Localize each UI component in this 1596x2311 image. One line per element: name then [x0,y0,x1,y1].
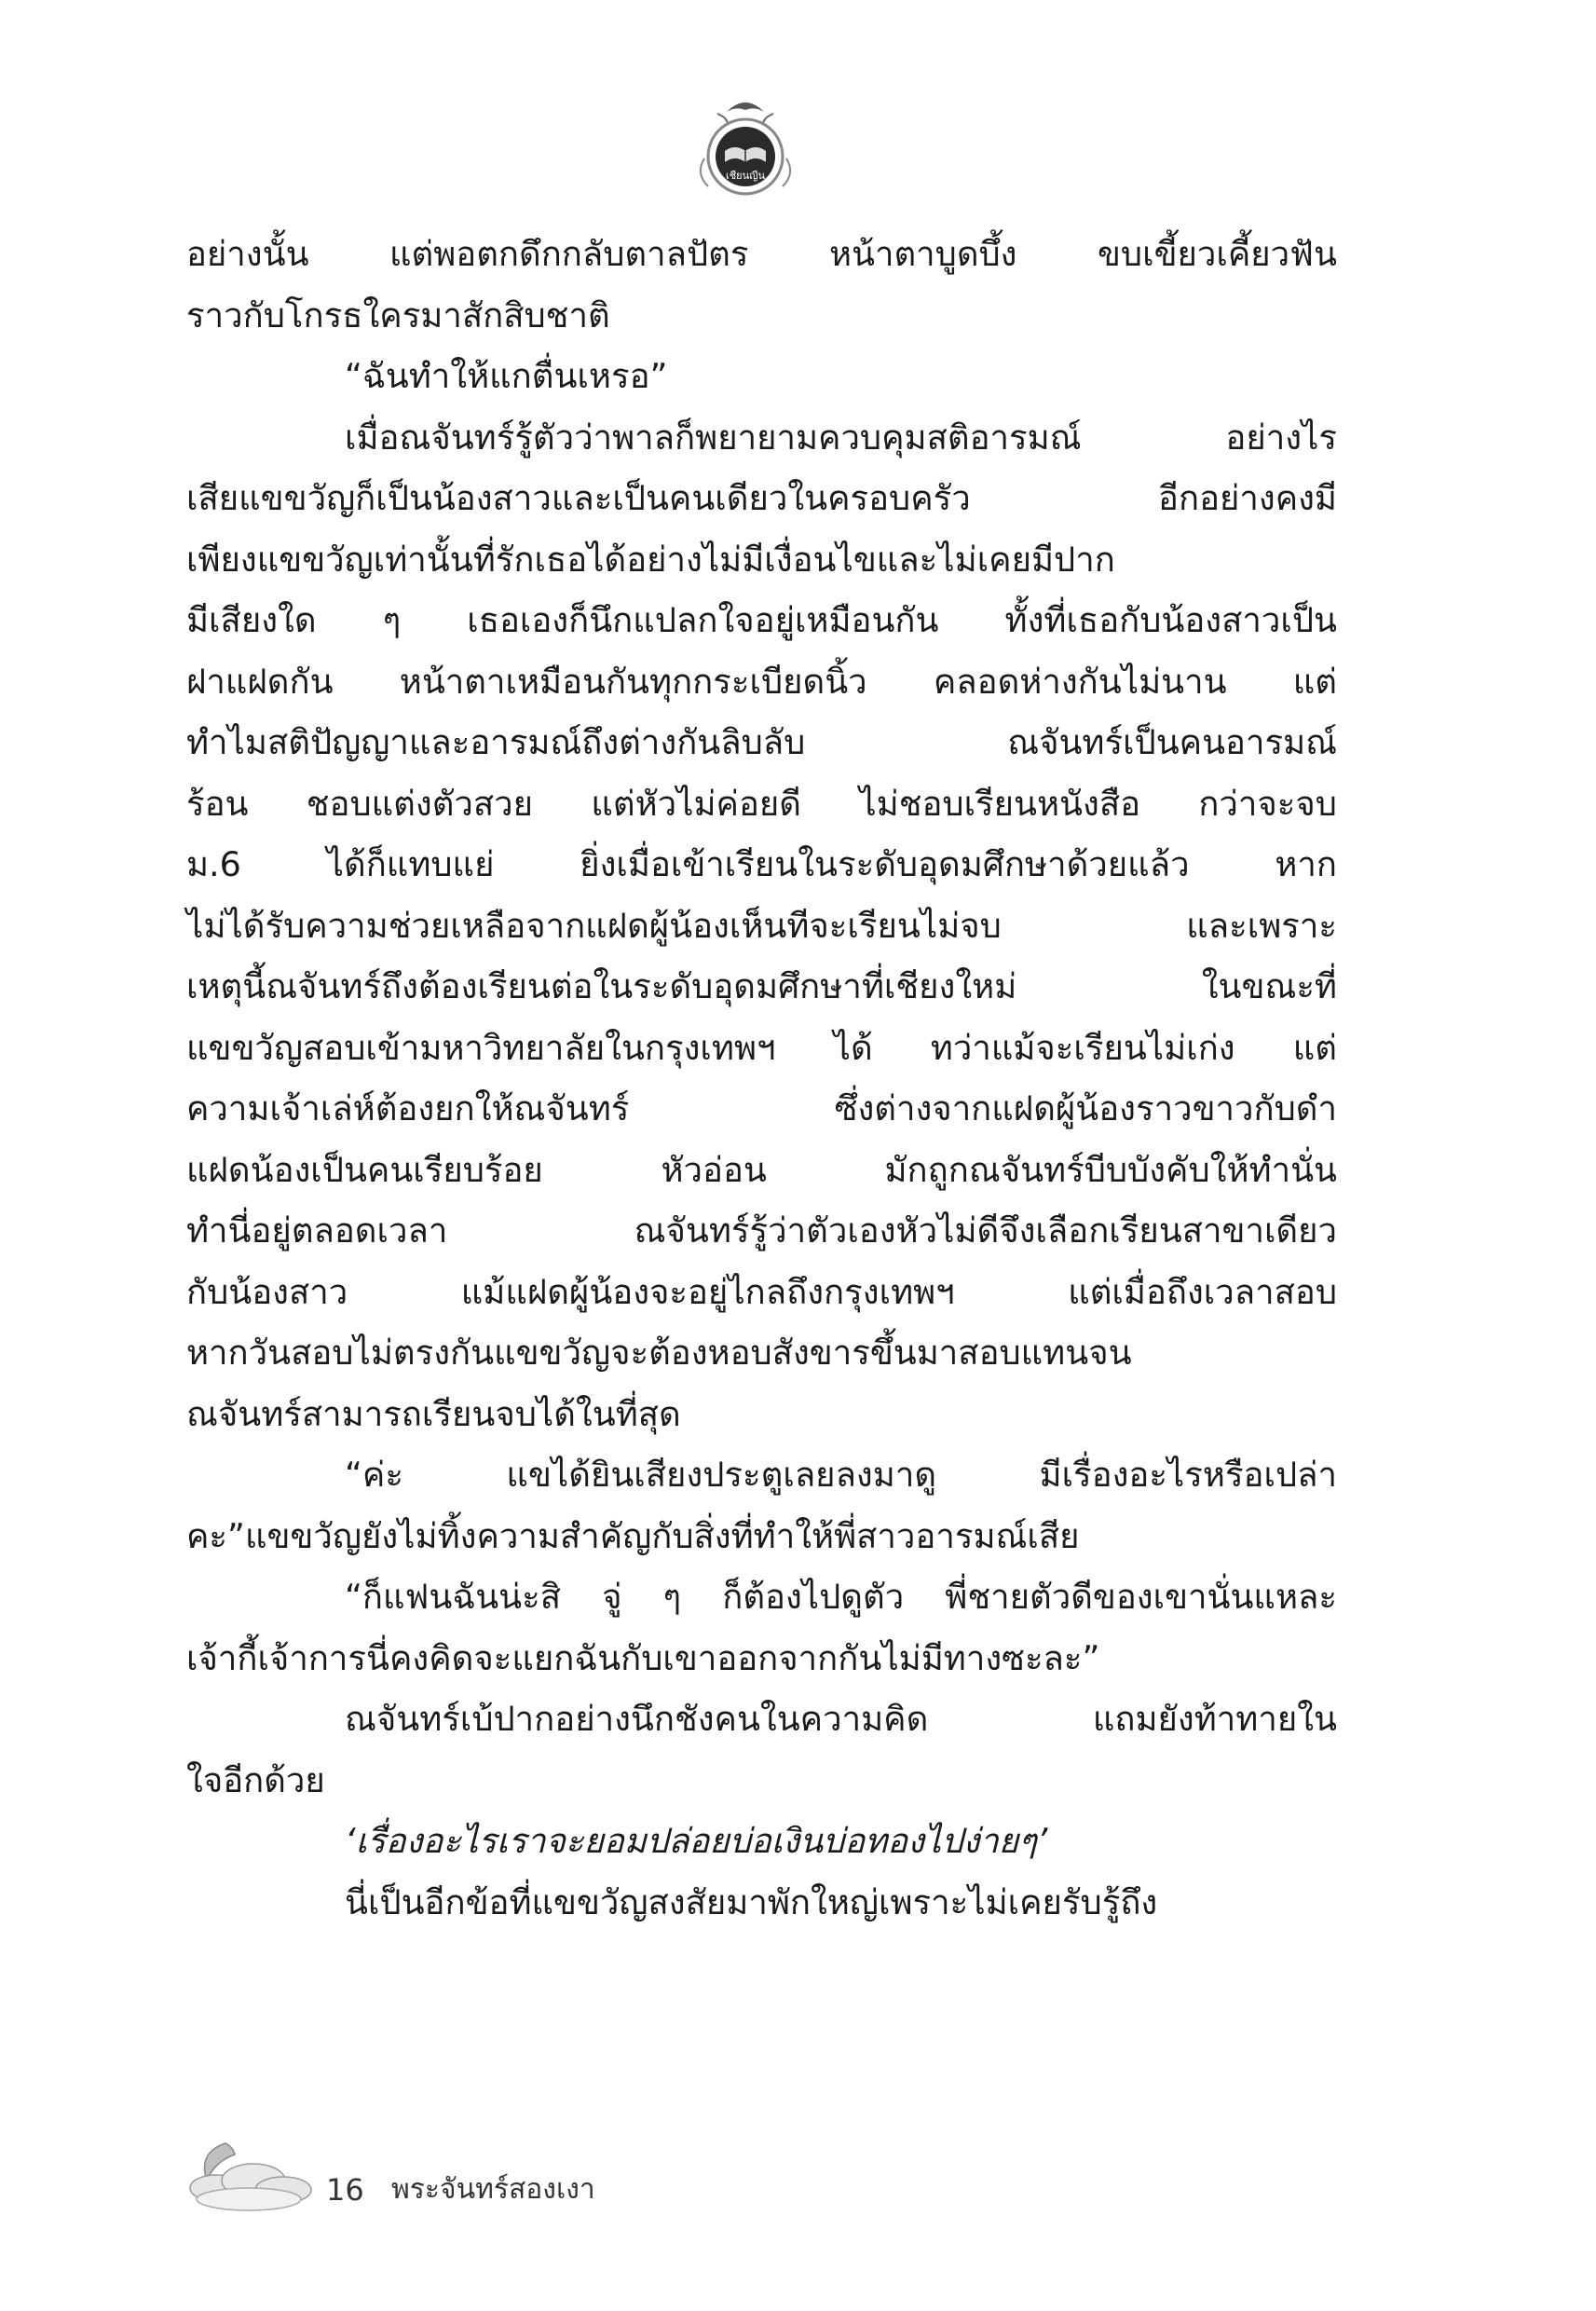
text-line: คะ” แขขวัญยังไม่ทิ้งความสำคัญกับสิ่งที่ทำให้พี่สาวอารมณ์เสีย [186,1515,1080,1556]
text-line: ราวกับโกรธใครมาสักสิบชาติ [186,294,610,335]
text-line: ทำไมสติปัญญาและอารมณ์ถึงต่างกันลิบลับ ณจันทร์เป็นคนอารมณ์ [186,722,1337,762]
body-text [186,224,1337,1933]
text-line: “ค่ะ แขได้ยินเสียงประตูเลยลงมาดู มีเรื่องอะไรหรือเปล่า [345,1455,1337,1495]
text-line: “ฉันทำให้แกตื่นเหรอ” [345,356,668,396]
text-line: ‘เรื่องอะไรเราจะยอมปล่อยบ่อเงินบ่อทองไปง่าย ๆ’ [345,1821,1048,1861]
text-line: มีเสียงใด ๆ เธอเองก็นึกแปลกใจอยู่เหมือนกัน ทั้งที่เธอกับน้องสาวเป็น [186,600,1337,640]
text-line: ร้อน ชอบแต่งตัวสวย แต่หัวไม่ค่อยดี ไม่ชอบเรียนหนังสือ กว่าจะจบ [186,783,1337,824]
page-number: 16 [326,2172,364,2208]
text-line: ฝาแฝดกัน หน้าตาเหมือนกันทุกกระเบียดนิ้ว คลอดห่างกันไม่นาน แต่ [186,661,1337,702]
text-line: เสียแขขวัญก็เป็นน้องสาวและเป็นคนเดียวในครอบครัว อีกอย่างคงมี [186,478,1337,518]
moon-cloud-icon [179,2134,319,2218]
text-line: ความเจ้าเล่ห์ต้องยกให้ณจันทร์ ซึ่งต่างจากแฝดผู้น้องราวขาวกับดำ [186,1088,1337,1128]
text-line: เมื่อณจันทร์รู้ตัวว่าพาลก็พยายามควบคุมสติอารมณ์ อย่างไร [345,417,1337,458]
text-line: ณจันทร์สามารถเรียนจบได้ในที่สุด [186,1393,681,1434]
text-line: แฝดน้องเป็นคนเรียบร้อย หัวอ่อน มักถูกณจันทร์บีบบังคับให้ทำนั่น [186,1149,1337,1190]
text-line: แขขวัญสอบเข้ามหาวิทยาลัยในกรุงเทพฯ ได้ ทว่าแม้จะเรียนไม่เก่ง แต่ [186,1027,1337,1068]
text-line: หากวันสอบไม่ตรงกันแขขวัญจะต้องหอบสังขารขึ้นมาสอบแทนจน [186,1333,1132,1373]
publisher-crest-icon [689,93,801,205]
text-line: กับน้องสาว แม้แฝดผู้น้องจะอยู่ไกลถึงกรุงเทพฯ แต่เมื่อถึงเวลาสอบ [186,1271,1337,1312]
book-title: พระจันทร์สองเงา [391,2173,595,2206]
text-line: ใจอีกด้วย [186,1759,325,1800]
text-line: เจ้ากี้เจ้าการ นี่คงคิดจะแยกฉันกับเขาออกจากกัน ไม่มีทางซะละ” [186,1637,1100,1678]
text-line: อย่างนั้น แต่พอตกดึกกลับตาลปัตร หน้าตาบูดบึ้ง ขบเขี้ยวเคี้ยวฟัน [186,234,1337,274]
text-line: นี่เป็นอีกข้อที่แขขวัญสงสัยมาพักใหญ่ เพราะไม่เคยรับรู้ถึง [345,1881,1158,1922]
text-line: เพียงแขขวัญเท่านั้นที่รักเธอได้อย่างไม่มีเงื่อนไขและไม่เคยมีปาก [186,539,1115,580]
text-line: ม.6 ได้ก็แทบแย่ ยิ่งเมื่อเข้าเรียนในระดับอุดมศึกษาด้วยแล้ว หาก [186,844,1337,884]
text-line: ทำนี่อยู่ตลอดเวลา ณจันทร์รู้ว่าตัวเองหัวไม่ดีจึงเลือกเรียนสาขาเดียว [186,1210,1337,1251]
text-line: “ก็แฟนฉันน่ะสิ จู่ ๆ ก็ต้องไปดูตัว พี่ชายตัวดีของเขานั่นแหละ [345,1577,1337,1617]
logo-text: เชียนญีน [725,170,766,182]
text-line: ณจันทร์เบ้ปากอย่างนึกชังคนในความคิด แถมยังท้าทายใน [345,1699,1337,1739]
text-line: เหตุนี้ณจันทร์ถึงต้องเรียนต่อในระดับอุดมศึกษาที่เชียงใหม่ ในขณะที่ [186,966,1337,1006]
text-line: ไม่ได้รับความช่วยเหลือจากแฝดผู้น้องเห็นทีจะเรียนไม่จบ และเพราะ [186,905,1337,946]
